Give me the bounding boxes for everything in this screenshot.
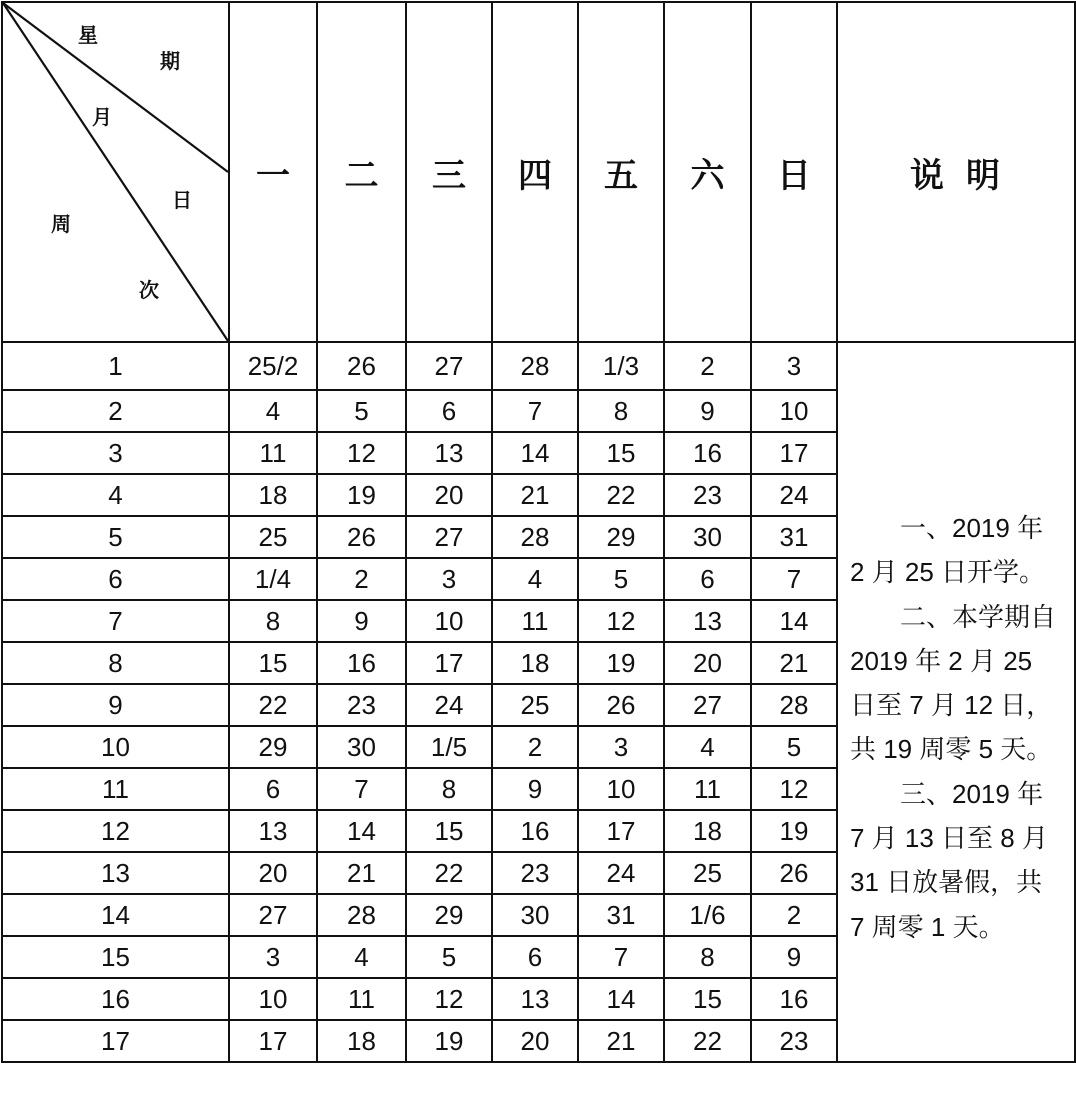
week-number: 17 xyxy=(2,1020,229,1062)
note-line: 7 周零 1 天。 xyxy=(850,911,1005,942)
week-number: 3 xyxy=(2,432,229,474)
corner-label-ci: 次 xyxy=(139,278,159,302)
day-cell: 15 xyxy=(578,432,664,474)
week-number: 6 xyxy=(2,558,229,600)
week-number: 2 xyxy=(2,390,229,432)
day-cell: 20 xyxy=(664,642,751,684)
day-cell: 21 xyxy=(578,1020,664,1062)
day-cell: 14 xyxy=(751,600,837,642)
week-number: 7 xyxy=(2,600,229,642)
day-cell: 23 xyxy=(751,1020,837,1062)
day-cell: 31 xyxy=(751,516,837,558)
day-cell: 2 xyxy=(317,558,406,600)
header-day-tue: 二 xyxy=(317,2,406,342)
day-cell: 6 xyxy=(229,768,317,810)
day-cell: 15 xyxy=(664,978,751,1020)
header-day-sun: 日 xyxy=(751,2,837,342)
note-line: 二、本学期自 xyxy=(900,601,1057,632)
note-line: 31 日放暑假，共 xyxy=(850,867,1043,898)
day-cell: 18 xyxy=(317,1020,406,1062)
day-cell: 28 xyxy=(492,516,578,558)
day-cell: 19 xyxy=(578,642,664,684)
day-cell: 29 xyxy=(229,726,317,768)
corner-label-xing: 星 xyxy=(78,23,98,47)
day-cell: 7 xyxy=(492,390,578,432)
week-number: 10 xyxy=(2,726,229,768)
day-cell: 14 xyxy=(317,810,406,852)
day-cell: 1/6 xyxy=(664,894,751,936)
day-cell: 1/5 xyxy=(406,726,492,768)
day-cell: 6 xyxy=(406,390,492,432)
day-cell: 26 xyxy=(751,852,837,894)
corner-label-qi: 期 xyxy=(160,49,180,73)
week-number: 16 xyxy=(2,978,229,1020)
day-cell: 18 xyxy=(492,642,578,684)
header-day-fri: 五 xyxy=(578,2,664,342)
day-cell: 13 xyxy=(664,600,751,642)
day-cell: 1/3 xyxy=(578,342,664,390)
day-cell: 22 xyxy=(229,684,317,726)
day-cell: 29 xyxy=(578,516,664,558)
note-line: 共 19 周零 5 天。 xyxy=(850,734,1053,765)
day-cell: 12 xyxy=(317,432,406,474)
day-cell: 18 xyxy=(664,810,751,852)
day-cell: 8 xyxy=(578,390,664,432)
day-cell: 5 xyxy=(406,936,492,978)
day-cell: 21 xyxy=(751,642,837,684)
day-cell: 20 xyxy=(492,1020,578,1062)
day-cell: 17 xyxy=(406,642,492,684)
day-cell: 7 xyxy=(317,768,406,810)
day-cell: 24 xyxy=(406,684,492,726)
note-line: 三、2019 年 xyxy=(900,778,1044,809)
day-cell: 11 xyxy=(317,978,406,1020)
week-number: 9 xyxy=(2,684,229,726)
corner-label-month: 月 xyxy=(92,105,112,129)
day-cell: 30 xyxy=(664,516,751,558)
day-cell: 27 xyxy=(229,894,317,936)
day-cell: 5 xyxy=(317,390,406,432)
day-cell: 24 xyxy=(578,852,664,894)
day-cell: 3 xyxy=(751,342,837,390)
day-cell: 9 xyxy=(751,936,837,978)
day-cell: 6 xyxy=(664,558,751,600)
header-notes-title: 说明 xyxy=(837,2,1075,342)
day-cell: 15 xyxy=(406,810,492,852)
header-day-mon: 一 xyxy=(229,2,317,342)
day-cell: 2 xyxy=(492,726,578,768)
day-cell: 20 xyxy=(406,474,492,516)
note-line: 2 月 25 日开学。 xyxy=(850,557,1046,588)
day-cell: 16 xyxy=(317,642,406,684)
day-cell: 13 xyxy=(492,978,578,1020)
note-line: 日至 7 月 12 日， xyxy=(850,690,1053,721)
header-day-wed: 三 xyxy=(406,2,492,342)
day-cell: 31 xyxy=(578,894,664,936)
day-cell: 5 xyxy=(751,726,837,768)
week-number: 14 xyxy=(2,894,229,936)
day-cell: 11 xyxy=(664,768,751,810)
day-cell: 16 xyxy=(751,978,837,1020)
day-cell: 12 xyxy=(578,600,664,642)
day-cell: 22 xyxy=(406,852,492,894)
day-cell: 2 xyxy=(751,894,837,936)
header-day-thu: 四 xyxy=(492,2,578,342)
day-cell: 28 xyxy=(317,894,406,936)
table-row xyxy=(2,342,1075,390)
day-cell: 5 xyxy=(578,558,664,600)
day-cell: 13 xyxy=(229,810,317,852)
week-number: 11 xyxy=(2,768,229,810)
day-cell: 2 xyxy=(664,342,751,390)
corner-label-zhou: 周 xyxy=(51,212,71,236)
day-cell: 8 xyxy=(229,600,317,642)
notes-panel xyxy=(837,342,1075,1062)
day-cell: 7 xyxy=(751,558,837,600)
day-cell: 23 xyxy=(664,474,751,516)
week-number: 1 xyxy=(2,342,229,390)
day-cell: 14 xyxy=(492,432,578,474)
day-cell: 22 xyxy=(578,474,664,516)
day-cell: 15 xyxy=(229,642,317,684)
day-cell: 18 xyxy=(229,474,317,516)
day-cell: 17 xyxy=(229,1020,317,1062)
day-cell: 8 xyxy=(406,768,492,810)
day-cell: 13 xyxy=(406,432,492,474)
day-cell: 7 xyxy=(578,936,664,978)
day-cell: 26 xyxy=(317,516,406,558)
day-cell: 16 xyxy=(664,432,751,474)
diagonal-corner-header xyxy=(2,2,229,342)
day-cell: 11 xyxy=(229,432,317,474)
day-cell: 3 xyxy=(578,726,664,768)
day-cell: 17 xyxy=(751,432,837,474)
day-cell: 17 xyxy=(578,810,664,852)
day-cell: 3 xyxy=(229,936,317,978)
day-cell: 27 xyxy=(406,342,492,390)
day-cell: 24 xyxy=(751,474,837,516)
day-cell: 26 xyxy=(578,684,664,726)
week-number: 8 xyxy=(2,642,229,684)
header-day-sat: 六 xyxy=(664,2,751,342)
day-cell: 4 xyxy=(229,390,317,432)
day-cell: 23 xyxy=(317,684,406,726)
day-cell: 10 xyxy=(578,768,664,810)
day-cell: 8 xyxy=(664,936,751,978)
day-cell: 20 xyxy=(229,852,317,894)
day-cell: 25/2 xyxy=(229,342,317,390)
day-cell: 25 xyxy=(664,852,751,894)
day-cell: 19 xyxy=(406,1020,492,1062)
day-cell: 4 xyxy=(317,936,406,978)
day-cell: 19 xyxy=(751,810,837,852)
day-cell: 27 xyxy=(406,516,492,558)
day-cell: 23 xyxy=(492,852,578,894)
day-cell: 21 xyxy=(492,474,578,516)
day-cell: 19 xyxy=(317,474,406,516)
day-cell: 22 xyxy=(664,1020,751,1062)
day-cell: 9 xyxy=(664,390,751,432)
day-cell: 21 xyxy=(317,852,406,894)
week-number: 4 xyxy=(2,474,229,516)
day-cell: 25 xyxy=(229,516,317,558)
day-cell: 30 xyxy=(492,894,578,936)
header-row xyxy=(2,2,1075,342)
week-number: 12 xyxy=(2,810,229,852)
note-line: 2019 年 2 月 25 xyxy=(850,645,1033,676)
day-cell: 10 xyxy=(406,600,492,642)
day-cell: 10 xyxy=(751,390,837,432)
day-cell: 9 xyxy=(492,768,578,810)
day-cell: 3 xyxy=(406,558,492,600)
day-cell: 6 xyxy=(492,936,578,978)
week-number: 5 xyxy=(2,516,229,558)
day-cell: 25 xyxy=(492,684,578,726)
note-line: 一、2019 年 xyxy=(900,513,1044,543)
day-cell: 4 xyxy=(492,558,578,600)
day-cell: 14 xyxy=(578,978,664,1020)
day-cell: 1/4 xyxy=(229,558,317,600)
day-cell: 10 xyxy=(229,978,317,1020)
diagonal-lines-icon xyxy=(3,3,228,341)
day-cell: 4 xyxy=(664,726,751,768)
day-cell: 28 xyxy=(751,684,837,726)
day-cell: 9 xyxy=(317,600,406,642)
day-cell: 28 xyxy=(492,342,578,390)
day-cell: 12 xyxy=(751,768,837,810)
day-cell: 27 xyxy=(664,684,751,726)
day-cell: 29 xyxy=(406,894,492,936)
day-cell: 16 xyxy=(492,810,578,852)
day-cell: 12 xyxy=(406,978,492,1020)
day-cell: 26 xyxy=(317,342,406,390)
calendar-table xyxy=(1,1,1076,1063)
week-number: 15 xyxy=(2,936,229,978)
day-cell: 30 xyxy=(317,726,406,768)
week-number: 13 xyxy=(2,852,229,894)
day-cell: 11 xyxy=(492,600,578,642)
note-line: 7 月 13 日至 8 月 xyxy=(850,823,1048,854)
corner-label-day: 日 xyxy=(172,188,192,212)
